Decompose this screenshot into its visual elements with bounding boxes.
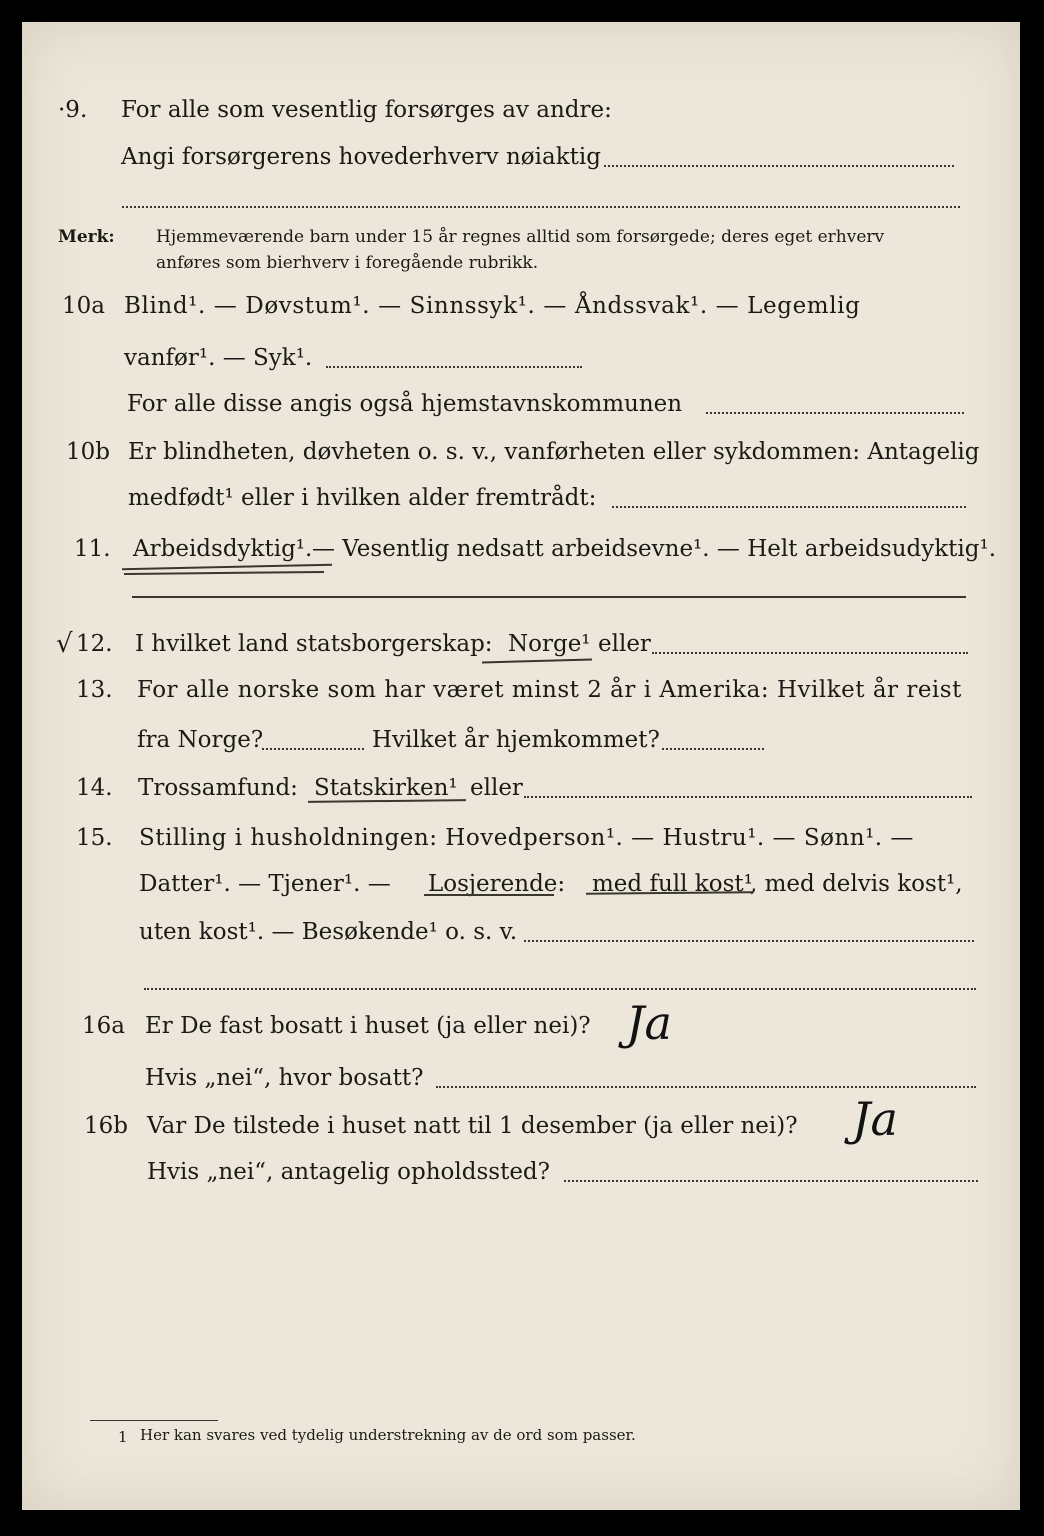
question-text: uten kost¹. — Besøkende¹ o. s. v. xyxy=(139,919,518,945)
question-text: eller xyxy=(470,775,523,801)
handwritten-answer-16a[interactable]: Ja xyxy=(626,996,672,1050)
merk-label: Merk: xyxy=(58,227,115,247)
answer-line[interactable] xyxy=(262,748,364,750)
question-text: Hvis „nei“, hvor bosatt? xyxy=(145,1065,424,1091)
question-text: For alle norske som har været minst 2 år i Amerika: Hvilket år reist xyxy=(137,677,962,703)
question-text: vanfør¹. — Syk¹. xyxy=(124,345,313,371)
question-number: 16a xyxy=(82,1013,125,1039)
question-text: Var De tilstede i huset natt til 1 desember (ja eller nei)? xyxy=(147,1113,798,1139)
answer-line[interactable] xyxy=(612,506,966,508)
answer-line[interactable] xyxy=(652,652,968,654)
question-text: , med delvis kost¹, xyxy=(750,871,963,897)
question-text: medfødt¹ eller i hvilken alder fremtrådt: xyxy=(128,485,597,511)
answer-line[interactable] xyxy=(564,1180,978,1182)
answer-line[interactable] xyxy=(524,940,974,942)
question-number: 12. xyxy=(76,631,113,657)
question-text: Datter¹. — Tjener¹. — xyxy=(139,871,391,897)
option-losjerende[interactable]: Losjerende: xyxy=(428,871,566,897)
answer-line[interactable] xyxy=(326,366,582,368)
question-number: 15. xyxy=(76,825,113,851)
option-arbeidsdyktig[interactable]: Arbeidsdyktig¹. xyxy=(133,536,313,562)
question-text: Stilling i husholdningen: Hovedperson¹. — Hustru¹. — Sønn¹. — xyxy=(139,825,914,851)
option-statskirken[interactable]: Statskirken¹ xyxy=(314,775,458,801)
question-text: fra Norge? xyxy=(137,727,264,753)
option-med-full-kost[interactable]: med full kost¹ xyxy=(592,871,753,897)
handwritten-underline xyxy=(424,894,554,896)
question-number: 11. xyxy=(74,536,111,562)
footnote-mark: 1 xyxy=(118,1428,128,1446)
question-number: ·9. xyxy=(58,97,88,123)
answer-line[interactable] xyxy=(144,988,976,990)
question-number: 16b xyxy=(84,1113,128,1139)
question-number: 10b xyxy=(66,439,110,465)
handwritten-answer-16b[interactable]: Ja xyxy=(852,1092,898,1146)
question-text: For alle som vesentlig forsørges av andre: xyxy=(121,97,612,123)
question-text: Angi forsørgerens hovederhverv nøiaktig xyxy=(121,144,601,170)
question-text: Trossamfund: xyxy=(138,775,298,801)
question-text: For alle disse angis også hjemstavnskommunen xyxy=(127,391,683,417)
answer-line[interactable] xyxy=(662,748,764,750)
question-text: — Vesentlig nedsatt arbeidsevne¹. — Helt arbeidsudyktig¹. xyxy=(312,536,997,562)
question-text: eller xyxy=(598,631,651,657)
note-text: anføres som bierhverv i foregående rubrikk. xyxy=(156,253,539,273)
answer-line[interactable] xyxy=(604,165,954,167)
answer-line[interactable] xyxy=(524,796,972,798)
question-text: Er De fast bosatt i huset (ja eller nei)? xyxy=(145,1013,591,1039)
answer-line[interactable] xyxy=(706,412,964,414)
note-text: Hjemmeværende barn under 15 år regnes alltid som forsørgede; deres eget erhverv xyxy=(156,227,885,247)
question-text: I hvilket land statsborgerskap: xyxy=(135,631,493,657)
footnote-text: Her kan svares ved tydelig understrekning av de ord som passer. xyxy=(140,1426,636,1444)
footnote-rule xyxy=(90,1420,218,1421)
question-number: 13. xyxy=(76,677,113,703)
answer-line[interactable] xyxy=(122,206,960,208)
check-mark: √ xyxy=(56,629,73,659)
question-number: 10a xyxy=(62,293,105,319)
answer-line[interactable] xyxy=(132,596,966,598)
question-text: Hvilket år hjemkommet? xyxy=(372,727,660,753)
question-text: Hvis „nei“, antagelig opholdssted? xyxy=(147,1159,550,1185)
answer-line[interactable] xyxy=(436,1086,976,1088)
question-text: Er blindheten, døvheten o. s. v., vanførheten eller sykdommen: Antagelig xyxy=(128,439,980,465)
question-number: 14. xyxy=(76,775,113,801)
option-norge[interactable]: Norge¹ xyxy=(508,631,591,657)
question-text: Blind¹. — Døvstum¹. — Sinnssyk¹. — Åndssvak¹. — Legemlig xyxy=(124,293,861,319)
